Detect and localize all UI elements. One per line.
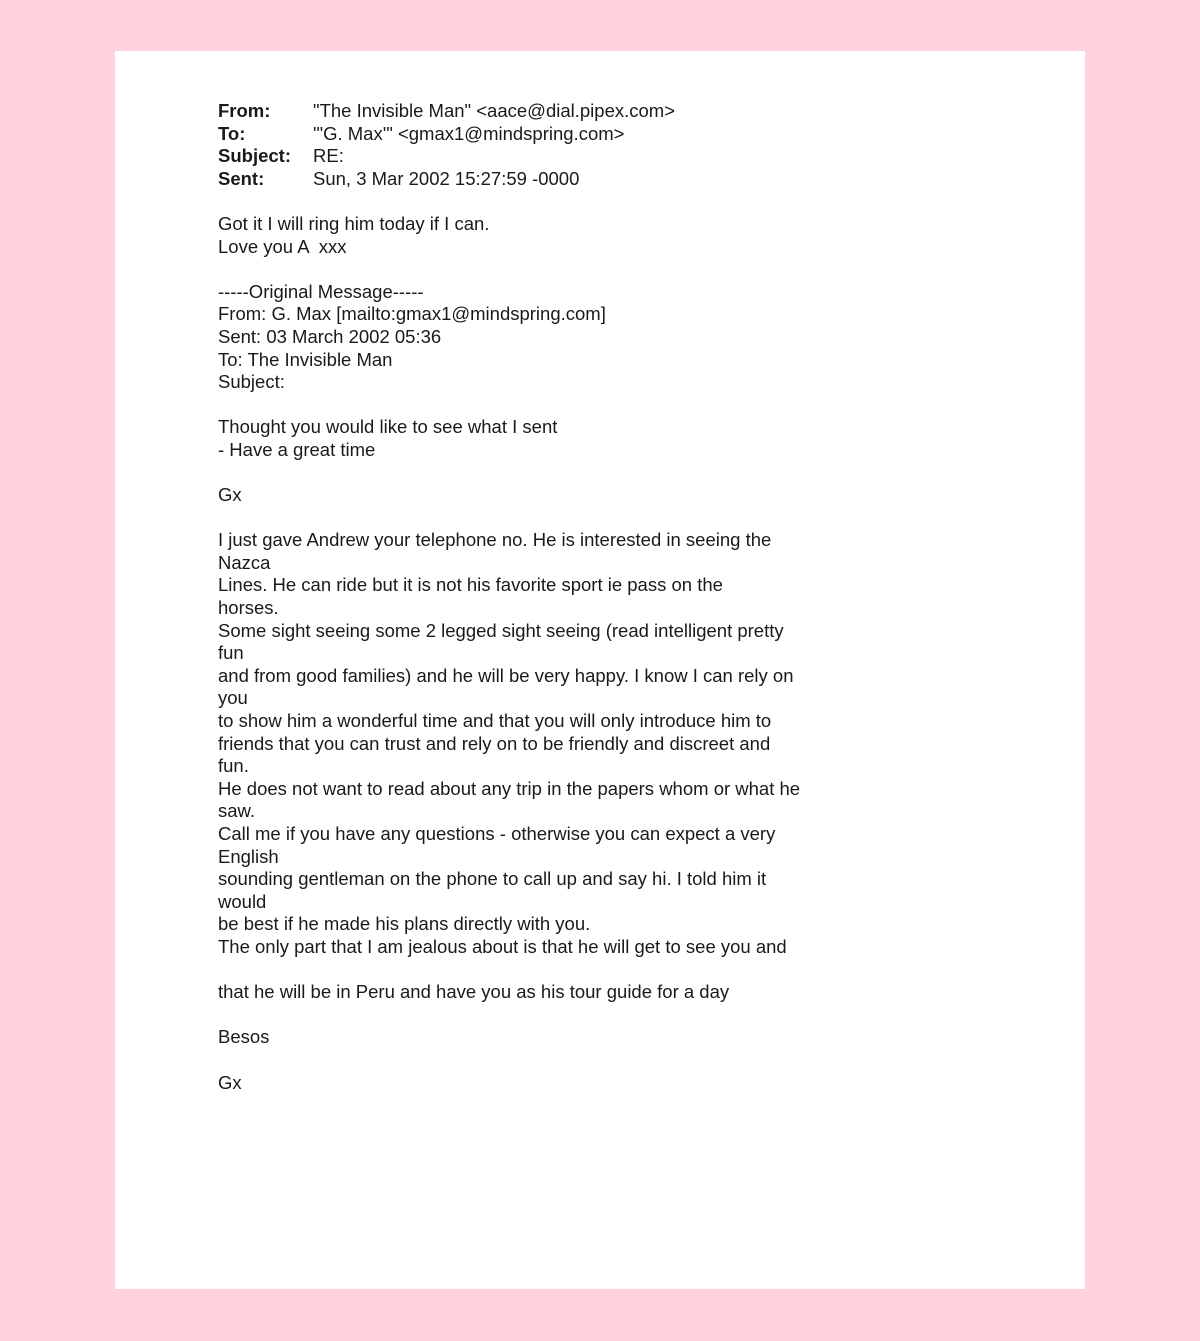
body-line: sounding gentleman on the phone to call up and say hi. I told him it [218,868,767,890]
body-line: Besos [218,1026,270,1048]
body-line: Nazca [218,551,271,573]
body-line: Love you A xxx [218,235,347,257]
to-value: '"G. Max'" <gmax1@mindspring.com> [313,122,625,144]
header-subject-row [218,145,858,168]
body-line: Gx [218,1071,242,1093]
header-to-row [218,123,858,146]
body-line: Sent: 03 March 2002 05:36 [218,325,442,347]
body-line: Thought you would like to see what I sent [218,416,558,438]
email-body [218,190,858,1094]
body-line: He does not want to read about any trip in the papers whom or what he [218,777,801,799]
subject-value: RE: [313,145,344,167]
body-line [218,959,858,982]
body-line: Gx [218,484,242,506]
body-line: that he will be in Peru and have you as his tour guide for a day [218,981,730,1003]
subject-label: Subject: [218,145,291,167]
sent-label: Sent: [218,167,265,189]
body-line [218,190,858,213]
body-line: Subject: [218,371,285,393]
from-label: From: [218,100,271,121]
body-line: would [218,890,267,912]
body-line: and from good families) and he will be very happy. I know I can rely on [218,664,794,686]
header-sent-row [218,168,858,191]
body-line: be best if he made his plans directly with you. [218,913,591,935]
body-line: -----Original Message----- [218,280,424,302]
header-from-row [218,100,858,123]
body-line: Lines. He can ride but it is not his favorite sport ie pass on the [218,574,723,596]
body-line: fun [218,642,244,664]
body-line [218,462,858,485]
body-line: From: G. Max [mailto:gmax1@mindspring.com] [218,303,606,325]
to-label: To: [218,122,246,144]
body-line [218,394,858,417]
body-line: to show him a wonderful time and that you will only introduce him to [218,710,772,732]
sent-value: Sun, 3 Mar 2002 15:27:59 -0000 [313,167,580,189]
body-line: I just gave Andrew your telephone no. He is interested in seeing the [218,529,772,551]
document-page [115,51,1085,1289]
body-line: horses. [218,597,279,619]
body-line: Some sight seeing some 2 legged sight seeing (read intelligent pretty [218,619,784,641]
body-line [218,1004,858,1027]
body-line: English [218,845,279,867]
body-line [218,258,858,281]
email-content [218,100,858,1094]
body-line: The only part that I am jealous about is that he will get to see you and [218,935,787,957]
body-line: Call me if you have any questions - otherwise you can expect a very [218,823,776,844]
body-line: you [218,687,248,709]
body-line: - Have a great time [218,438,376,460]
body-line [218,1049,858,1072]
body-line: Got it I will ring him today if I can. [218,212,490,234]
body-line: To: The Invisible Man [218,348,393,370]
body-line: friends that you can trust and rely on to be friendly and discreet and [218,732,771,754]
body-line [218,507,858,530]
body-line: fun. [218,755,249,777]
body-line: saw. [218,800,256,822]
from-value: "The Invisible Man" <aace@dial.pipex.com> [313,100,676,121]
